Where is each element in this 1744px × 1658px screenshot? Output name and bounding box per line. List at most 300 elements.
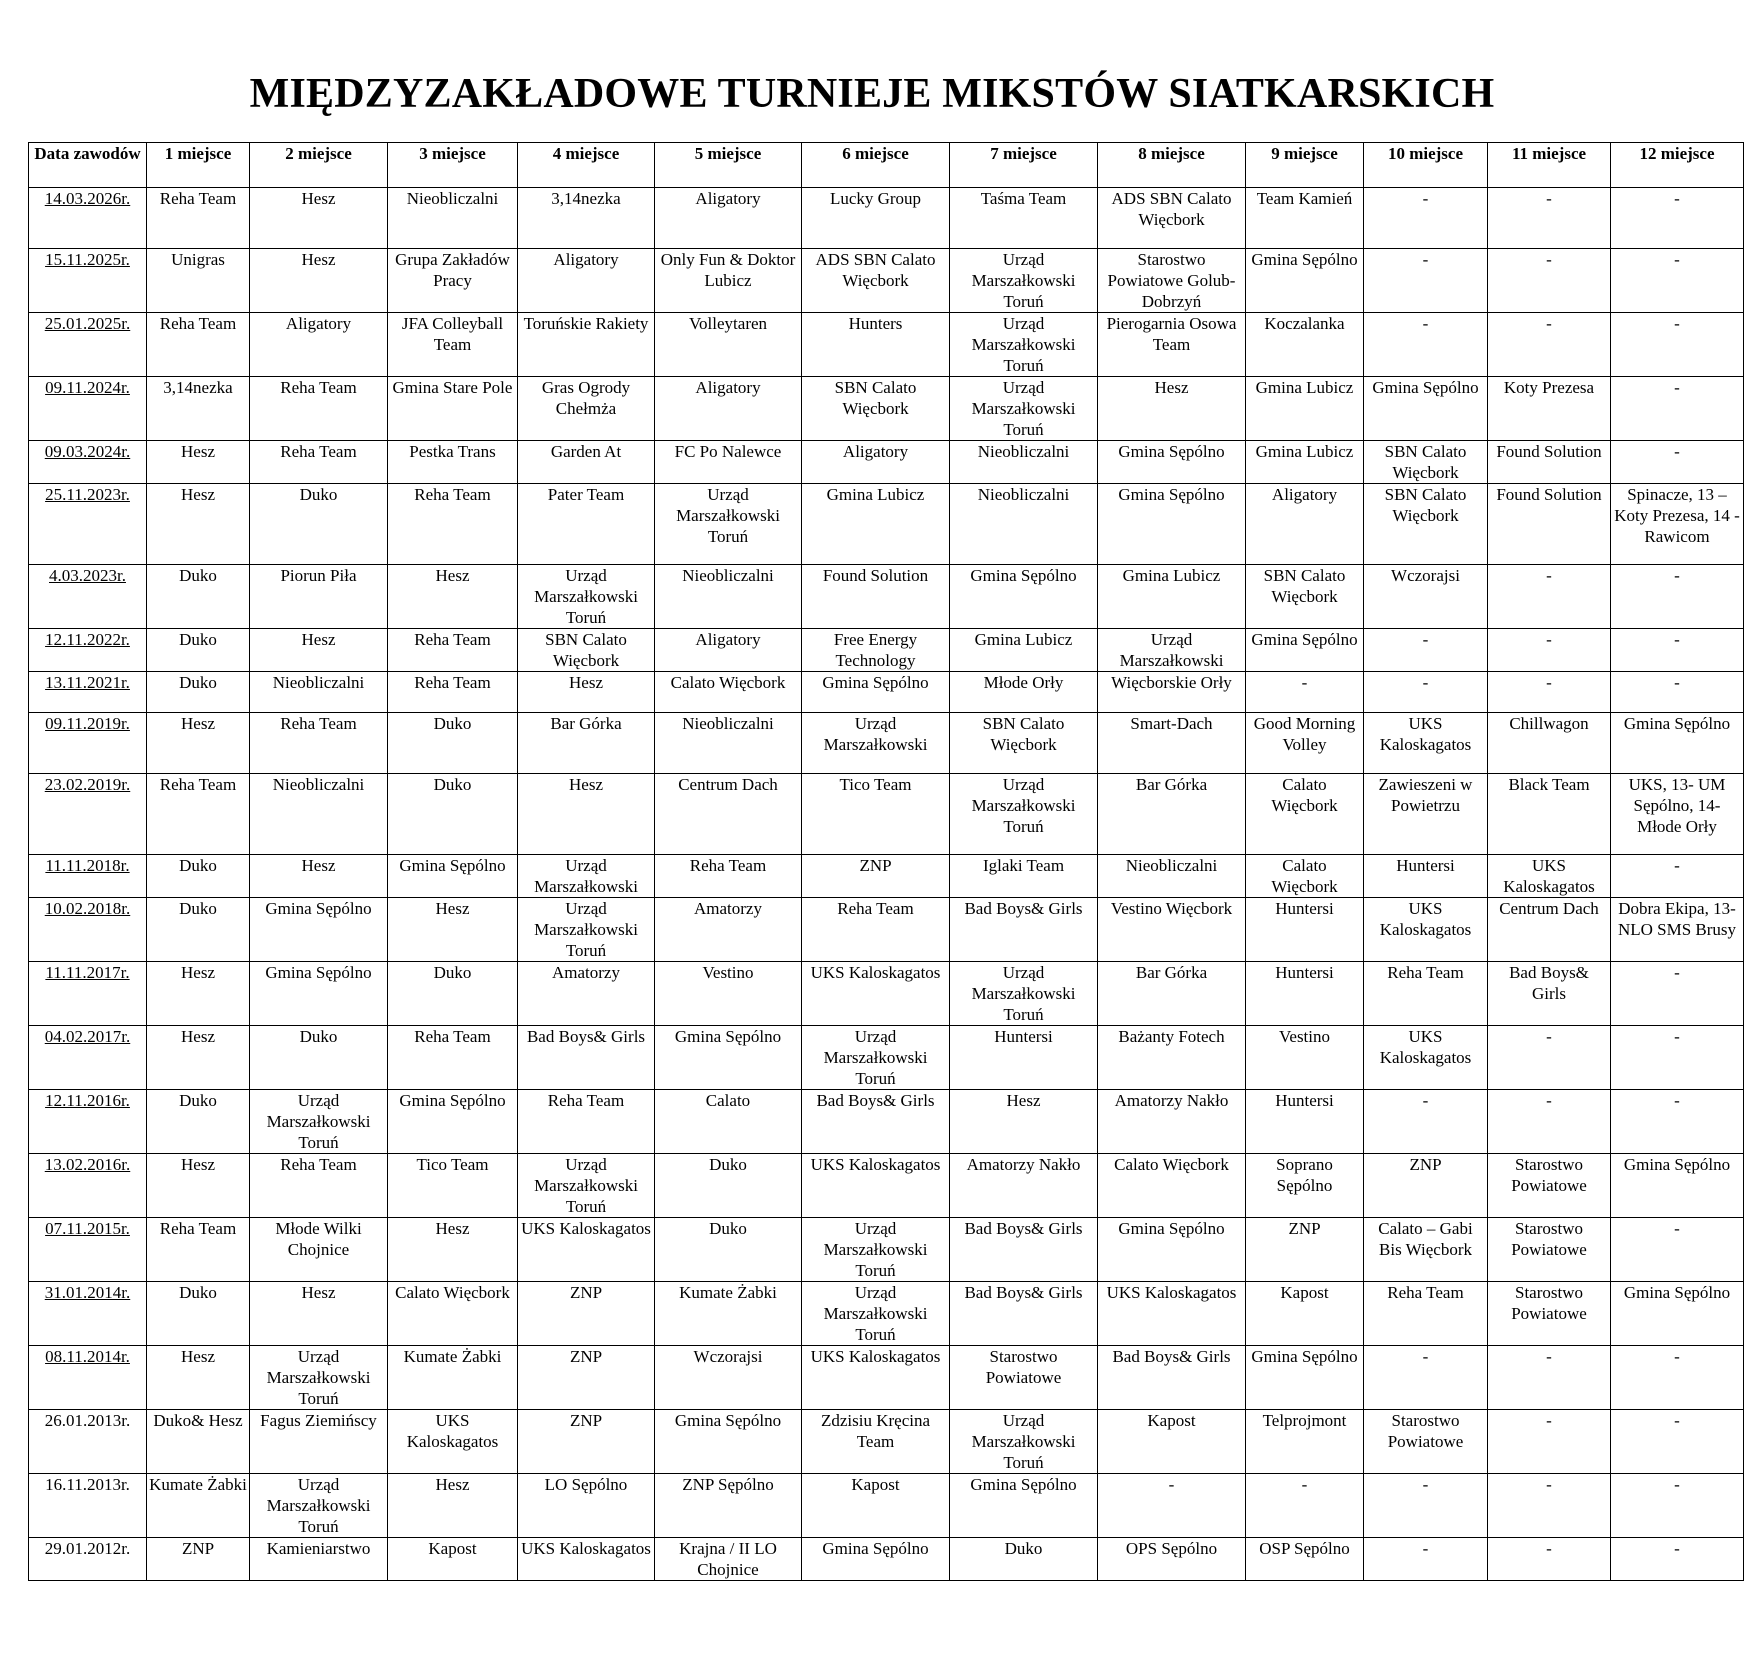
place-12-cell: - bbox=[1611, 1538, 1744, 1581]
place-8-cell: Kapost bbox=[1098, 1410, 1246, 1474]
place-1-cell: Hesz bbox=[147, 1026, 250, 1090]
place-1-cell: Duko bbox=[147, 565, 250, 629]
place-5-cell: Nieobliczalni bbox=[655, 565, 802, 629]
place-7-cell: Starostwo Powiatowe bbox=[950, 1346, 1098, 1410]
place-6-cell: Hunters bbox=[802, 313, 950, 377]
place-8-cell: ADS SBN Calato Więcbork bbox=[1098, 188, 1246, 249]
place-9-cell: Kapost bbox=[1246, 1282, 1364, 1346]
place-2-cell: Piorun Piła bbox=[250, 565, 388, 629]
place-6-cell: Urząd Marszałkowski Toruń bbox=[802, 1026, 950, 1090]
place-9-cell: SBN Calato Więcbork bbox=[1246, 565, 1364, 629]
place-7-cell: Młode Orły bbox=[950, 672, 1098, 713]
place-8-cell: - bbox=[1098, 1474, 1246, 1538]
place-3-cell: Reha Team bbox=[388, 484, 518, 565]
table-row bbox=[29, 1090, 1744, 1154]
place-1-cell: Hesz bbox=[147, 713, 250, 774]
place-8-cell: Vestino Więcbork bbox=[1098, 898, 1246, 962]
place-7-cell: Urząd Marszałkowski Toruń bbox=[950, 377, 1098, 441]
place-5-cell: FC Po Nalewce bbox=[655, 441, 802, 484]
place-7-cell: SBN Calato Więcbork bbox=[950, 713, 1098, 774]
place-10-cell: - bbox=[1364, 672, 1488, 713]
place-12-cell: - bbox=[1611, 1090, 1744, 1154]
place-6-cell: Urząd Marszałkowski Toruń bbox=[802, 1282, 950, 1346]
table-row bbox=[29, 855, 1744, 898]
place-10-cell: ZNP bbox=[1364, 1154, 1488, 1218]
place-12-cell: - bbox=[1611, 1026, 1744, 1090]
place-11-cell: Starostwo Powiatowe bbox=[1488, 1282, 1611, 1346]
place-8-cell: Gmina Sępólno bbox=[1098, 441, 1246, 484]
place-7-cell: Huntersi bbox=[950, 1026, 1098, 1090]
place-1-cell: ZNP bbox=[147, 1538, 250, 1581]
place-5-cell: Duko bbox=[655, 1154, 802, 1218]
place-9-cell: Huntersi bbox=[1246, 962, 1364, 1026]
place-4-cell: UKS Kaloskagatos bbox=[518, 1218, 655, 1282]
place-2-cell: Hesz bbox=[250, 1282, 388, 1346]
results-table bbox=[28, 142, 1744, 1581]
place-11-cell: - bbox=[1488, 1090, 1611, 1154]
place-11-cell: UKS Kaloskagatos bbox=[1488, 855, 1611, 898]
place-5-cell: Reha Team bbox=[655, 855, 802, 898]
place-8-cell: Amatorzy Nakło bbox=[1098, 1090, 1246, 1154]
header-place-6: 6 miejsce bbox=[802, 143, 950, 188]
place-2-cell: Duko bbox=[250, 1026, 388, 1090]
place-4-cell: SBN Calato Więcbork bbox=[518, 629, 655, 672]
place-5-cell: Centrum Dach bbox=[655, 774, 802, 855]
table-row bbox=[29, 1410, 1744, 1474]
place-11-cell: - bbox=[1488, 1346, 1611, 1410]
place-1-cell: Reha Team bbox=[147, 188, 250, 249]
place-4-cell: Urząd Marszałkowski bbox=[518, 855, 655, 898]
place-5-cell: Aligatory bbox=[655, 629, 802, 672]
place-9-cell: Calato Więcbork bbox=[1246, 774, 1364, 855]
place-6-cell: Gmina Sępólno bbox=[802, 672, 950, 713]
place-10-cell: Zawieszeni w Powietrzu bbox=[1364, 774, 1488, 855]
place-2-cell: Fagus Ziemińscy bbox=[250, 1410, 388, 1474]
place-4-cell: Amatorzy bbox=[518, 962, 655, 1026]
place-2-cell: Urząd Marszałkowski Toruń bbox=[250, 1474, 388, 1538]
place-6-cell: Free Energy Technology bbox=[802, 629, 950, 672]
place-10-cell: - bbox=[1364, 1090, 1488, 1154]
place-9-cell: Vestino bbox=[1246, 1026, 1364, 1090]
table-row bbox=[29, 565, 1744, 629]
place-4-cell: Bar Górka bbox=[518, 713, 655, 774]
table-row bbox=[29, 1474, 1744, 1538]
place-12-cell: - bbox=[1611, 188, 1744, 249]
place-9-cell: OSP Sępólno bbox=[1246, 1538, 1364, 1581]
place-10-cell: - bbox=[1364, 188, 1488, 249]
place-7-cell: Bad Boys& Girls bbox=[950, 1282, 1098, 1346]
table-row bbox=[29, 441, 1744, 484]
place-2-cell: Kamieniarstwo bbox=[250, 1538, 388, 1581]
place-2-cell: Młode Wilki Chojnice bbox=[250, 1218, 388, 1282]
tournament-date: 09.03.2024r. bbox=[29, 441, 147, 484]
place-2-cell: Hesz bbox=[250, 629, 388, 672]
place-4-cell: Hesz bbox=[518, 672, 655, 713]
tournament-date: 11.11.2018r. bbox=[29, 855, 147, 898]
place-6-cell: Lucky Group bbox=[802, 188, 950, 249]
place-4-cell: Urząd Marszałkowski Toruń bbox=[518, 898, 655, 962]
place-11-cell: Chillwagon bbox=[1488, 713, 1611, 774]
place-7-cell: Urząd Marszałkowski Toruń bbox=[950, 774, 1098, 855]
table-row bbox=[29, 313, 1744, 377]
place-7-cell: Urząd Marszałkowski Toruń bbox=[950, 962, 1098, 1026]
place-3-cell: Tico Team bbox=[388, 1154, 518, 1218]
place-3-cell: Kumate Żabki bbox=[388, 1346, 518, 1410]
place-4-cell: Toruńskie Rakiety bbox=[518, 313, 655, 377]
place-8-cell: Więcborskie Orły bbox=[1098, 672, 1246, 713]
place-7-cell: Gmina Lubicz bbox=[950, 629, 1098, 672]
place-4-cell: Hesz bbox=[518, 774, 655, 855]
place-10-cell: - bbox=[1364, 313, 1488, 377]
place-3-cell: Hesz bbox=[388, 1474, 518, 1538]
place-5-cell: Amatorzy bbox=[655, 898, 802, 962]
tournament-date: 25.01.2025r. bbox=[29, 313, 147, 377]
place-7-cell: Urząd Marszałkowski Toruń bbox=[950, 249, 1098, 313]
place-11-cell: Found Solution bbox=[1488, 484, 1611, 565]
place-1-cell: Duko& Hesz bbox=[147, 1410, 250, 1474]
place-12-cell: - bbox=[1611, 1218, 1744, 1282]
place-11-cell: - bbox=[1488, 188, 1611, 249]
place-9-cell: Huntersi bbox=[1246, 898, 1364, 962]
header-place-11: 11 miejsce bbox=[1488, 143, 1611, 188]
place-9-cell: Koczalanka bbox=[1246, 313, 1364, 377]
tournament-date: 07.11.2015r. bbox=[29, 1218, 147, 1282]
place-11-cell: Starostwo Powiatowe bbox=[1488, 1154, 1611, 1218]
place-9-cell: Telprojmont bbox=[1246, 1410, 1364, 1474]
place-2-cell: Duko bbox=[250, 484, 388, 565]
place-11-cell: Centrum Dach bbox=[1488, 898, 1611, 962]
tournament-date: 12.11.2022r. bbox=[29, 629, 147, 672]
place-9-cell: Gmina Lubicz bbox=[1246, 441, 1364, 484]
place-1-cell: Reha Team bbox=[147, 1218, 250, 1282]
place-8-cell: Pierogarnia Osowa Team bbox=[1098, 313, 1246, 377]
place-9-cell: Aligatory bbox=[1246, 484, 1364, 565]
place-3-cell: Reha Team bbox=[388, 1026, 518, 1090]
header-place-7: 7 miejsce bbox=[950, 143, 1098, 188]
table-row bbox=[29, 1218, 1744, 1282]
place-5-cell: Gmina Sępólno bbox=[655, 1026, 802, 1090]
place-2-cell: Reha Team bbox=[250, 441, 388, 484]
place-1-cell: Hesz bbox=[147, 441, 250, 484]
place-4-cell: ZNP bbox=[518, 1346, 655, 1410]
place-8-cell: Bar Górka bbox=[1098, 774, 1246, 855]
place-10-cell: - bbox=[1364, 629, 1488, 672]
place-11-cell: - bbox=[1488, 1410, 1611, 1474]
place-4-cell: LO Sępólno bbox=[518, 1474, 655, 1538]
place-6-cell: SBN Calato Więcbork bbox=[802, 377, 950, 441]
place-12-cell: - bbox=[1611, 855, 1744, 898]
place-3-cell: Kapost bbox=[388, 1538, 518, 1581]
place-6-cell: Zdzisiu Kręcina Team bbox=[802, 1410, 950, 1474]
place-11-cell: - bbox=[1488, 629, 1611, 672]
header-place-10: 10 miejsce bbox=[1364, 143, 1488, 188]
tournament-date: 12.11.2016r. bbox=[29, 1090, 147, 1154]
place-12-cell: - bbox=[1611, 249, 1744, 313]
place-5-cell: ZNP Sępólno bbox=[655, 1474, 802, 1538]
place-10-cell: Starostwo Powiatowe bbox=[1364, 1410, 1488, 1474]
place-4-cell: Aligatory bbox=[518, 249, 655, 313]
place-1-cell: Hesz bbox=[147, 962, 250, 1026]
place-8-cell: Gmina Lubicz bbox=[1098, 565, 1246, 629]
table-row bbox=[29, 1282, 1744, 1346]
place-4-cell: Urząd Marszałkowski Toruń bbox=[518, 565, 655, 629]
place-3-cell: Pestka Trans bbox=[388, 441, 518, 484]
place-8-cell: Gmina Sępólno bbox=[1098, 484, 1246, 565]
place-12-cell: Spinacze, 13 – Koty Prezesa, 14 - Rawicom bbox=[1611, 484, 1744, 565]
place-6-cell: UKS Kaloskagatos bbox=[802, 1346, 950, 1410]
place-3-cell: Calato Więcbork bbox=[388, 1282, 518, 1346]
tournament-date: 16.11.2013r. bbox=[29, 1474, 147, 1538]
tournament-date: 29.01.2012r. bbox=[29, 1538, 147, 1581]
table-row bbox=[29, 1026, 1744, 1090]
place-5-cell: Vestino bbox=[655, 962, 802, 1026]
place-6-cell: Reha Team bbox=[802, 898, 950, 962]
place-12-cell: - bbox=[1611, 1346, 1744, 1410]
place-3-cell: Nieobliczalni bbox=[388, 188, 518, 249]
place-12-cell: - bbox=[1611, 377, 1744, 441]
place-10-cell: - bbox=[1364, 1538, 1488, 1581]
place-7-cell: Duko bbox=[950, 1538, 1098, 1581]
place-11-cell: - bbox=[1488, 1474, 1611, 1538]
place-11-cell: Koty Prezesa bbox=[1488, 377, 1611, 441]
tournament-date: 13.02.2016r. bbox=[29, 1154, 147, 1218]
header-place-5: 5 miejsce bbox=[655, 143, 802, 188]
place-7-cell: Iglaki Team bbox=[950, 855, 1098, 898]
place-9-cell: Good Morning Volley bbox=[1246, 713, 1364, 774]
place-1-cell: Duko bbox=[147, 855, 250, 898]
table-row bbox=[29, 1346, 1744, 1410]
place-12-cell: - bbox=[1611, 962, 1744, 1026]
place-2-cell: Gmina Sępólno bbox=[250, 898, 388, 962]
header-date: Data zawodów bbox=[29, 143, 147, 188]
place-1-cell: Hesz bbox=[147, 484, 250, 565]
place-6-cell: Aligatory bbox=[802, 441, 950, 484]
place-7-cell: Amatorzy Nakło bbox=[950, 1154, 1098, 1218]
place-3-cell: UKS Kaloskagatos bbox=[388, 1410, 518, 1474]
place-2-cell: Hesz bbox=[250, 188, 388, 249]
table-row bbox=[29, 1538, 1744, 1581]
table-row bbox=[29, 774, 1744, 855]
place-6-cell: Kapost bbox=[802, 1474, 950, 1538]
place-12-cell: - bbox=[1611, 1474, 1744, 1538]
place-11-cell: - bbox=[1488, 565, 1611, 629]
place-11-cell: Bad Boys& Girls bbox=[1488, 962, 1611, 1026]
place-5-cell: Urząd Marszałkowski Toruń bbox=[655, 484, 802, 565]
table-body bbox=[29, 188, 1744, 1581]
table-row bbox=[29, 898, 1744, 962]
place-9-cell: Gmina Sępólno bbox=[1246, 629, 1364, 672]
place-9-cell: - bbox=[1246, 672, 1364, 713]
place-8-cell: Bażanty Fotech bbox=[1098, 1026, 1246, 1090]
place-10-cell: SBN Calato Więcbork bbox=[1364, 484, 1488, 565]
tournament-date: 25.11.2023r. bbox=[29, 484, 147, 565]
place-5-cell: Only Fun & Doktor Lubicz bbox=[655, 249, 802, 313]
place-6-cell: ADS SBN Calato Więcbork bbox=[802, 249, 950, 313]
place-4-cell: Urząd Marszałkowski Toruń bbox=[518, 1154, 655, 1218]
place-1-cell: Duko bbox=[147, 672, 250, 713]
tournament-date: 09.11.2024r. bbox=[29, 377, 147, 441]
place-10-cell: Gmina Sępólno bbox=[1364, 377, 1488, 441]
place-7-cell: Bad Boys& Girls bbox=[950, 898, 1098, 962]
place-12-cell: Dobra Ekipa, 13- NLO SMS Brusy bbox=[1611, 898, 1744, 962]
table-row bbox=[29, 377, 1744, 441]
place-3-cell: Reha Team bbox=[388, 629, 518, 672]
tournament-date: 15.11.2025r. bbox=[29, 249, 147, 313]
tournament-date: 11.11.2017r. bbox=[29, 962, 147, 1026]
table-row bbox=[29, 249, 1744, 313]
header-place-1: 1 miejsce bbox=[147, 143, 250, 188]
place-2-cell: Gmina Sępólno bbox=[250, 962, 388, 1026]
table-row bbox=[29, 1154, 1744, 1218]
place-8-cell: Hesz bbox=[1098, 377, 1246, 441]
place-6-cell: Found Solution bbox=[802, 565, 950, 629]
place-1-cell: Kumate Żabki bbox=[147, 1474, 250, 1538]
place-3-cell: Hesz bbox=[388, 1218, 518, 1282]
place-10-cell: Wczorajsi bbox=[1364, 565, 1488, 629]
table-row bbox=[29, 629, 1744, 672]
header-place-2: 2 miejsce bbox=[250, 143, 388, 188]
place-12-cell: - bbox=[1611, 672, 1744, 713]
place-7-cell: Hesz bbox=[950, 1090, 1098, 1154]
tournament-date: 4.03.2023r. bbox=[29, 565, 147, 629]
place-2-cell: Aligatory bbox=[250, 313, 388, 377]
place-8-cell: Calato Więcbork bbox=[1098, 1154, 1246, 1218]
place-4-cell: Pater Team bbox=[518, 484, 655, 565]
place-2-cell: Reha Team bbox=[250, 1154, 388, 1218]
place-10-cell: SBN Calato Więcbork bbox=[1364, 441, 1488, 484]
place-4-cell: ZNP bbox=[518, 1410, 655, 1474]
place-10-cell: - bbox=[1364, 1346, 1488, 1410]
place-9-cell: Huntersi bbox=[1246, 1090, 1364, 1154]
table-row bbox=[29, 672, 1744, 713]
place-9-cell: ZNP bbox=[1246, 1218, 1364, 1282]
place-9-cell: Gmina Lubicz bbox=[1246, 377, 1364, 441]
place-4-cell: UKS Kaloskagatos bbox=[518, 1538, 655, 1581]
place-10-cell: UKS Kaloskagatos bbox=[1364, 898, 1488, 962]
place-2-cell: Hesz bbox=[250, 855, 388, 898]
place-4-cell: Reha Team bbox=[518, 1090, 655, 1154]
place-2-cell: Reha Team bbox=[250, 377, 388, 441]
place-8-cell: Smart-Dach bbox=[1098, 713, 1246, 774]
place-11-cell: Found Solution bbox=[1488, 441, 1611, 484]
place-1-cell: Duko bbox=[147, 629, 250, 672]
header-place-3: 3 miejsce bbox=[388, 143, 518, 188]
tournament-date: 26.01.2013r. bbox=[29, 1410, 147, 1474]
place-2-cell: Reha Team bbox=[250, 713, 388, 774]
place-9-cell: Team Kamień bbox=[1246, 188, 1364, 249]
place-4-cell: Bad Boys& Girls bbox=[518, 1026, 655, 1090]
place-5-cell: Calato Więcbork bbox=[655, 672, 802, 713]
header-place-4: 4 miejsce bbox=[518, 143, 655, 188]
place-3-cell: Gmina Sępólno bbox=[388, 1090, 518, 1154]
place-12-cell: Gmina Sępólno bbox=[1611, 1282, 1744, 1346]
place-5-cell: Calato bbox=[655, 1090, 802, 1154]
place-12-cell: Gmina Sępólno bbox=[1611, 713, 1744, 774]
place-10-cell: - bbox=[1364, 1474, 1488, 1538]
place-2-cell: Nieobliczalni bbox=[250, 672, 388, 713]
place-10-cell: Reha Team bbox=[1364, 962, 1488, 1026]
place-7-cell: Bad Boys& Girls bbox=[950, 1218, 1098, 1282]
place-12-cell: - bbox=[1611, 313, 1744, 377]
place-3-cell: Hesz bbox=[388, 898, 518, 962]
place-7-cell: Gmina Sępólno bbox=[950, 565, 1098, 629]
place-5-cell: Duko bbox=[655, 1218, 802, 1282]
header-place-9: 9 miejsce bbox=[1246, 143, 1364, 188]
table-row bbox=[29, 484, 1744, 565]
page-title: MIĘDZYZAKŁADOWE TURNIEJE MIKSTÓW SIATKARSKICH bbox=[249, 71, 1495, 117]
place-5-cell: Aligatory bbox=[655, 377, 802, 441]
place-6-cell: UKS Kaloskagatos bbox=[802, 1154, 950, 1218]
place-11-cell: Black Team bbox=[1488, 774, 1611, 855]
place-1-cell: Duko bbox=[147, 898, 250, 962]
place-3-cell: Hesz bbox=[388, 565, 518, 629]
place-4-cell: Gras Ogrody Chełmża bbox=[518, 377, 655, 441]
tournament-date: 09.11.2019r. bbox=[29, 713, 147, 774]
place-12-cell: - bbox=[1611, 441, 1744, 484]
place-11-cell: - bbox=[1488, 672, 1611, 713]
place-1-cell: Duko bbox=[147, 1090, 250, 1154]
place-10-cell: Reha Team bbox=[1364, 1282, 1488, 1346]
tournament-date: 10.02.2018r. bbox=[29, 898, 147, 962]
place-7-cell: Gmina Sępólno bbox=[950, 1474, 1098, 1538]
tournament-date: 13.11.2021r. bbox=[29, 672, 147, 713]
place-5-cell: Volleytaren bbox=[655, 313, 802, 377]
place-8-cell: UKS Kaloskagatos bbox=[1098, 1282, 1246, 1346]
place-9-cell: Calato Więcbork bbox=[1246, 855, 1364, 898]
place-10-cell: Huntersi bbox=[1364, 855, 1488, 898]
header-place-8: 8 miejsce bbox=[1098, 143, 1246, 188]
place-10-cell: Calato – Gabi Bis Więcbork bbox=[1364, 1218, 1488, 1282]
place-1-cell: Reha Team bbox=[147, 774, 250, 855]
place-7-cell: Nieobliczalni bbox=[950, 441, 1098, 484]
place-2-cell: Hesz bbox=[250, 249, 388, 313]
tournament-date: 31.01.2014r. bbox=[29, 1282, 147, 1346]
place-7-cell: Urząd Marszałkowski Toruń bbox=[950, 1410, 1098, 1474]
tournament-date: 08.11.2014r. bbox=[29, 1346, 147, 1410]
header-place-12: 12 miejsce bbox=[1611, 143, 1744, 188]
table-row bbox=[29, 188, 1744, 249]
place-7-cell: Urząd Marszałkowski Toruń bbox=[950, 313, 1098, 377]
place-9-cell: Gmina Sępólno bbox=[1246, 249, 1364, 313]
place-2-cell: Nieobliczalni bbox=[250, 774, 388, 855]
place-6-cell: Tico Team bbox=[802, 774, 950, 855]
place-10-cell: UKS Kaloskagatos bbox=[1364, 1026, 1488, 1090]
place-5-cell: Wczorajsi bbox=[655, 1346, 802, 1410]
place-12-cell: - bbox=[1611, 629, 1744, 672]
place-10-cell: - bbox=[1364, 249, 1488, 313]
table-row bbox=[29, 713, 1744, 774]
place-3-cell: Reha Team bbox=[388, 672, 518, 713]
place-2-cell: Urząd Marszałkowski Toruń bbox=[250, 1090, 388, 1154]
place-9-cell: Gmina Sępólno bbox=[1246, 1346, 1364, 1410]
place-3-cell: Grupa Zakładów Pracy bbox=[388, 249, 518, 313]
place-1-cell: Hesz bbox=[147, 1346, 250, 1410]
place-11-cell: - bbox=[1488, 1538, 1611, 1581]
place-4-cell: Garden At bbox=[518, 441, 655, 484]
place-9-cell: Soprano Sępólno bbox=[1246, 1154, 1364, 1218]
place-3-cell: Duko bbox=[388, 713, 518, 774]
place-1-cell: Reha Team bbox=[147, 313, 250, 377]
place-1-cell: 3,14nezka bbox=[147, 377, 250, 441]
place-6-cell: Bad Boys& Girls bbox=[802, 1090, 950, 1154]
place-8-cell: Bad Boys& Girls bbox=[1098, 1346, 1246, 1410]
place-10-cell: UKS Kaloskagatos bbox=[1364, 713, 1488, 774]
place-8-cell: OPS Sępólno bbox=[1098, 1538, 1246, 1581]
place-6-cell: Urząd Marszałkowski bbox=[802, 713, 950, 774]
place-6-cell: Gmina Lubicz bbox=[802, 484, 950, 565]
place-11-cell: - bbox=[1488, 313, 1611, 377]
place-3-cell: Duko bbox=[388, 774, 518, 855]
